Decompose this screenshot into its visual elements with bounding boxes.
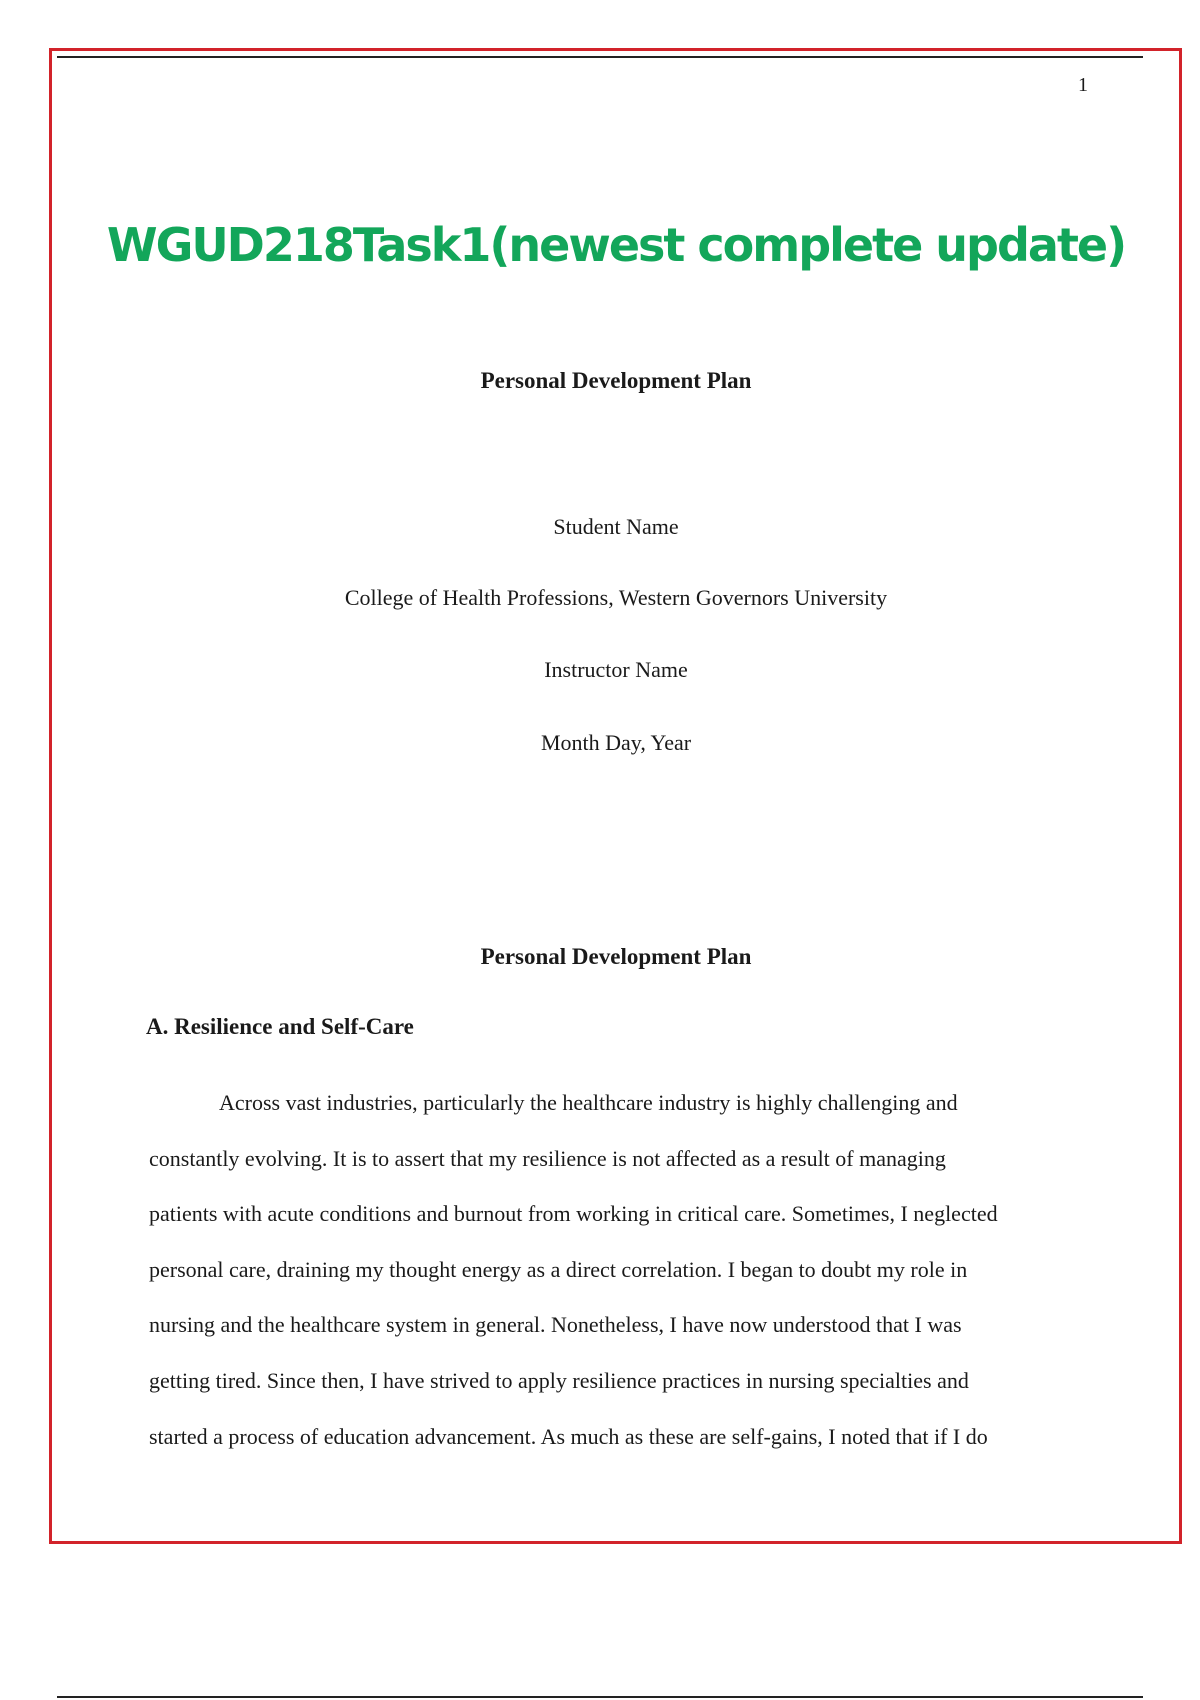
body-title: Personal Development Plan — [480, 944, 752, 969]
student-name: Student Name — [553, 514, 679, 539]
date-line: Month Day, Year — [540, 730, 692, 755]
paragraph-line: personal care, draining my thought energy as a direct correlation. I began to doubt my role in — [149, 1256, 968, 1282]
body-paragraph — [149, 1083, 1099, 1472]
watermark-title: WGUD218Task1(newest complete update) — [106, 218, 1126, 272]
paragraph-line: constantly evolving. It is to assert that my resilience is not affected as a result of managing — [149, 1145, 946, 1171]
paragraph-line: patients with acute conditions and burnout from working in critical care. Sometimes, I neglected — [149, 1201, 998, 1227]
title-page-title: Personal Development Plan — [480, 368, 752, 393]
paragraph-line: nursing and the healthcare system in general. Nonetheless, I have now understood that I was — [149, 1312, 962, 1338]
instructor-name: Instructor Name — [544, 657, 688, 682]
college-name: College of Health Professions, Western Governors University — [344, 585, 888, 610]
footer-rule — [57, 1696, 1143, 1698]
paragraph-line: Across vast industries, particularly the healthcare industry is highly challenging and — [219, 1090, 958, 1115]
section-heading: A. Resilience and Self-Care — [146, 1014, 414, 1039]
paragraph-line: started a process of education advancement. As much as these are self-gains, I noted that if I do — [149, 1423, 988, 1449]
paragraph-line: getting tired. Since then, I have strived to apply resilience practices in nursing specialties and — [149, 1367, 969, 1393]
page-number: 1 — [1078, 74, 1088, 96]
